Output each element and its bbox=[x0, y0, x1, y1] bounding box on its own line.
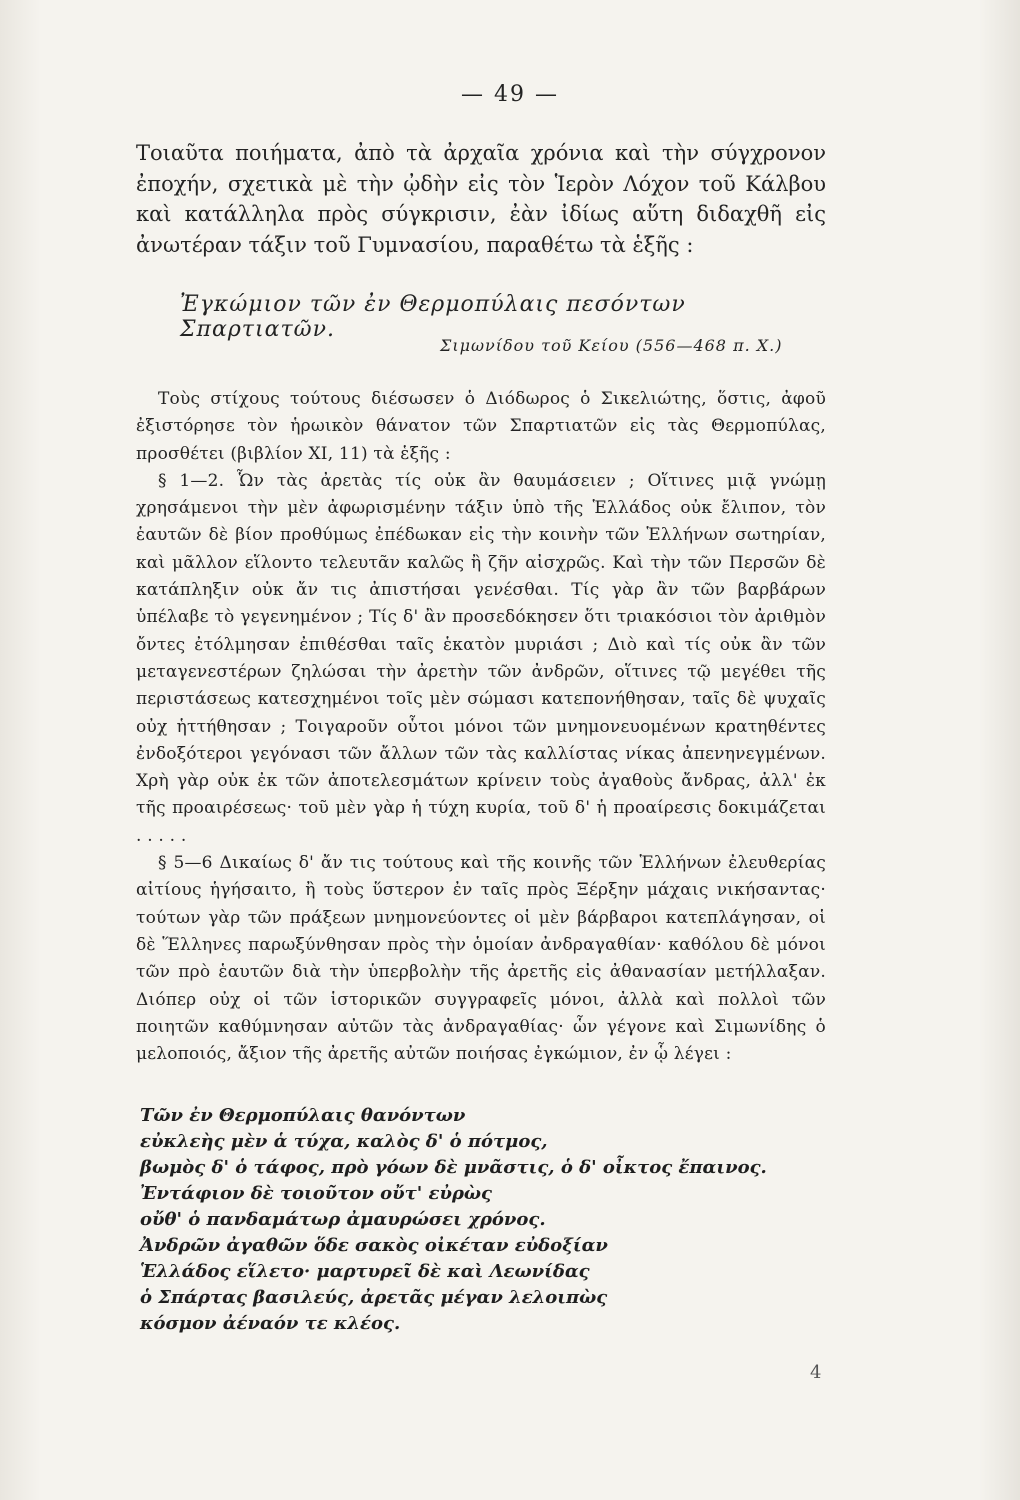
poem-line: βωμὸς δ' ὁ τάφος, πρὸ γόων δὲ μνᾶστις, ὁ δ' οἶκτος ἔπαινος. bbox=[140, 1157, 767, 1178]
poem-line: Τῶν ἐν Θερμοπύλαις θανόντων bbox=[140, 1105, 466, 1126]
poem bbox=[140, 1103, 820, 1337]
section-title: Ἐγκώμιον τῶν ἐν Θερμοπύλαις πεσόντων Σπαρτιατῶν. bbox=[180, 292, 686, 342]
poem-line: Ἑλλάδος εἵλετο· μαρτυρεῖ δὲ καὶ Λεωνίδας bbox=[140, 1261, 590, 1282]
poem-line: οὔθ' ὁ πανδαμάτωρ ἀμαυρώσει χρόνος. bbox=[140, 1209, 546, 1230]
signature-mark: 4 bbox=[810, 1362, 822, 1383]
intro-text: Τοιαῦτα ποιήματα, ἀπὸ τὰ ἀρχαῖα χρόνια καὶ τὴν σύγχρονον ἐποχήν, σχετικὰ μὲ τὴν ᾠδὴν εἰς τὸν Ἱερὸν Λόχον τοῦ Κάλβου καὶ κατάλληλα πρὸς σύγκρισιν, ἐὰν ἰδίως αὕτη διδαχθῆ εἰς ἀνωτέραν τάξιν τοῦ Γυμνασίου, παραθέτω τὰ ἑξῆς : bbox=[136, 141, 826, 257]
page-number: — 49 — bbox=[461, 82, 559, 107]
paragraph-1: Τοὺς στίχους τούτους διέσωσεν ὁ Διόδωρος ὁ Σικελιώτης, ὅστις, ἀφοῦ ἐξιστόρησε τὸν ἡρωικὸν θάνατον τῶν Σπαρτιατῶν εἰς τὰς Θερμοπύλας, προσθέτει (βιβλίον XI, 11) τὰ ἑξῆς : bbox=[136, 389, 826, 464]
poem-line: Ἀνδρῶν ἀγαθῶν ὅδε σακὸς οἰκέταν εὐδοξίαν bbox=[140, 1235, 608, 1256]
intro-paragraph bbox=[136, 138, 826, 260]
paragraph-3: § 5—6 Δικαίως δ' ἄν τις τούτους καὶ τῆς κοινῆς τῶν Ἑλλήνων ἐλευθερίας αἰτίους ἡγήσαιτο, ἢ τοὺς ὕστερον ἐν ταῖς πρὸς Ξέρξην μάχαις νικήσαντας· τούτων γὰρ τῶν πράξεων μνημονεύοντες οἱ μὲν βάρβαροι κατεπλάγησαν, οἱ δὲ Ἕλληνες παρωξύνθησαν πρὸς τὴν ὁμοίαν ἀνδραγαθίαν· καθόλου δὲ μόνοι τῶν πρὸ ἑαυτῶν διὰ τὴν ὑπερβολὴν τῆς ἀρετῆς εἰς ἀθανασίαν μετήλλαξαν. Διόπερ οὐχ οἱ τῶν ἱστορικῶν συγγραφεῖς μόνοι, ἀλλὰ καὶ πολλοὶ τῶν ποιητῶν καθύμνησαν αὐτῶν τὰς ἀνδραγαθίας· ὧν γέγονε καὶ Σιμωνίδης ὁ μελοποιός, ἄξιον τῆς ἀρετῆς αὐτῶν ποιήσας ἐγκώμιον, ἐν ᾧ λέγει : bbox=[136, 853, 826, 1065]
poem-line: Ἐντάφιον δὲ τοιοῦτον οὔτ' εὐρὼς bbox=[140, 1183, 493, 1204]
section-author: Σιμωνίδου τοῦ Κείου (556—468 π. Χ.) bbox=[440, 336, 783, 355]
poem-line: ὁ Σπάρτας βασιλεύς, ἀρετᾶς μέγαν λελοιπὼς bbox=[140, 1287, 608, 1308]
body-text bbox=[136, 386, 826, 1068]
poem-line: κόσμον ἀέναόν τε κλέος. bbox=[140, 1313, 401, 1334]
poem-line: εὐκλεὴς μὲν ἁ τύχα, καλὸς δ' ὁ πότμος, bbox=[140, 1131, 548, 1152]
paragraph-2: § 1—2. Ὧν τὰς ἀρετὰς τίς οὐκ ἂν θαυμάσειεν ; Οἵτινες μιᾷ γνώμῃ χρησάμενοι τὴν μὲν ἀφωρισμένην τάξιν ὑπὸ τῆς Ἑλλάδος οὐκ ἔλιπον, τὸν ἑαυτῶν δὲ βίον προθύμως ἐπέδωκαν εἰς τὴν κοινὴν τῶν Ἑλλήνων σωτηρίαν, καὶ μᾶλλον εἵλοντο τελευτᾶν καλῶς ἢ ζῆν αἰσχρῶς. Καὶ τὴν τῶν Περσῶν δὲ κατάπληξιν οὐκ ἄν τις ἀπιστήσαι γενέσθαι. Τίς γὰρ ἂν τῶν βαρβάρων ὑπέλαβε τὸ γεγενημένον ; Τίς δ' ἂν προσεδόκησεν ὅτι τριακόσιοι τὸν ἀριθμὸν ὄντες ἐτόλμησαν ἐπιθέσθαι ταῖς ἑκατὸν μυριάσι ; Διὸ καὶ τίς οὐκ ἂν τῶν μεταγενεστέρων ζηλώσαι τὴν ἀρετὴν τῶν ἀνδρῶν, οἵτινες τῷ μεγέθει τῆς περιστάσεως κατεσχημένοι τοῖς μὲν σώμασι κατεπονήθησαν, ταῖς δὲ ψυχαῖς οὐχ ἡττήθησαν ; Τοιγαροῦν οὗτοι μόνοι τῶν μνημονευομένων κρατηθέντες ἐνδοξότεροι γεγόνασι τῶν ἄλλων τῶν τὰς καλλίστας νίκας ἀπενηνεγμένων. Χρὴ γὰρ οὐκ ἐκ τῶν ἀποτελεσμάτων κρίνειν τοὺς ἀγαθοὺς ἄνδρας, ἀλλ' ἐκ τῆς προαιρέσεως· τοῦ μὲν γὰρ ἡ τύχη κυρία, τοῦ δ' ἡ προαίρεσις δοκιμάζεται . . . . . bbox=[136, 470, 826, 846]
